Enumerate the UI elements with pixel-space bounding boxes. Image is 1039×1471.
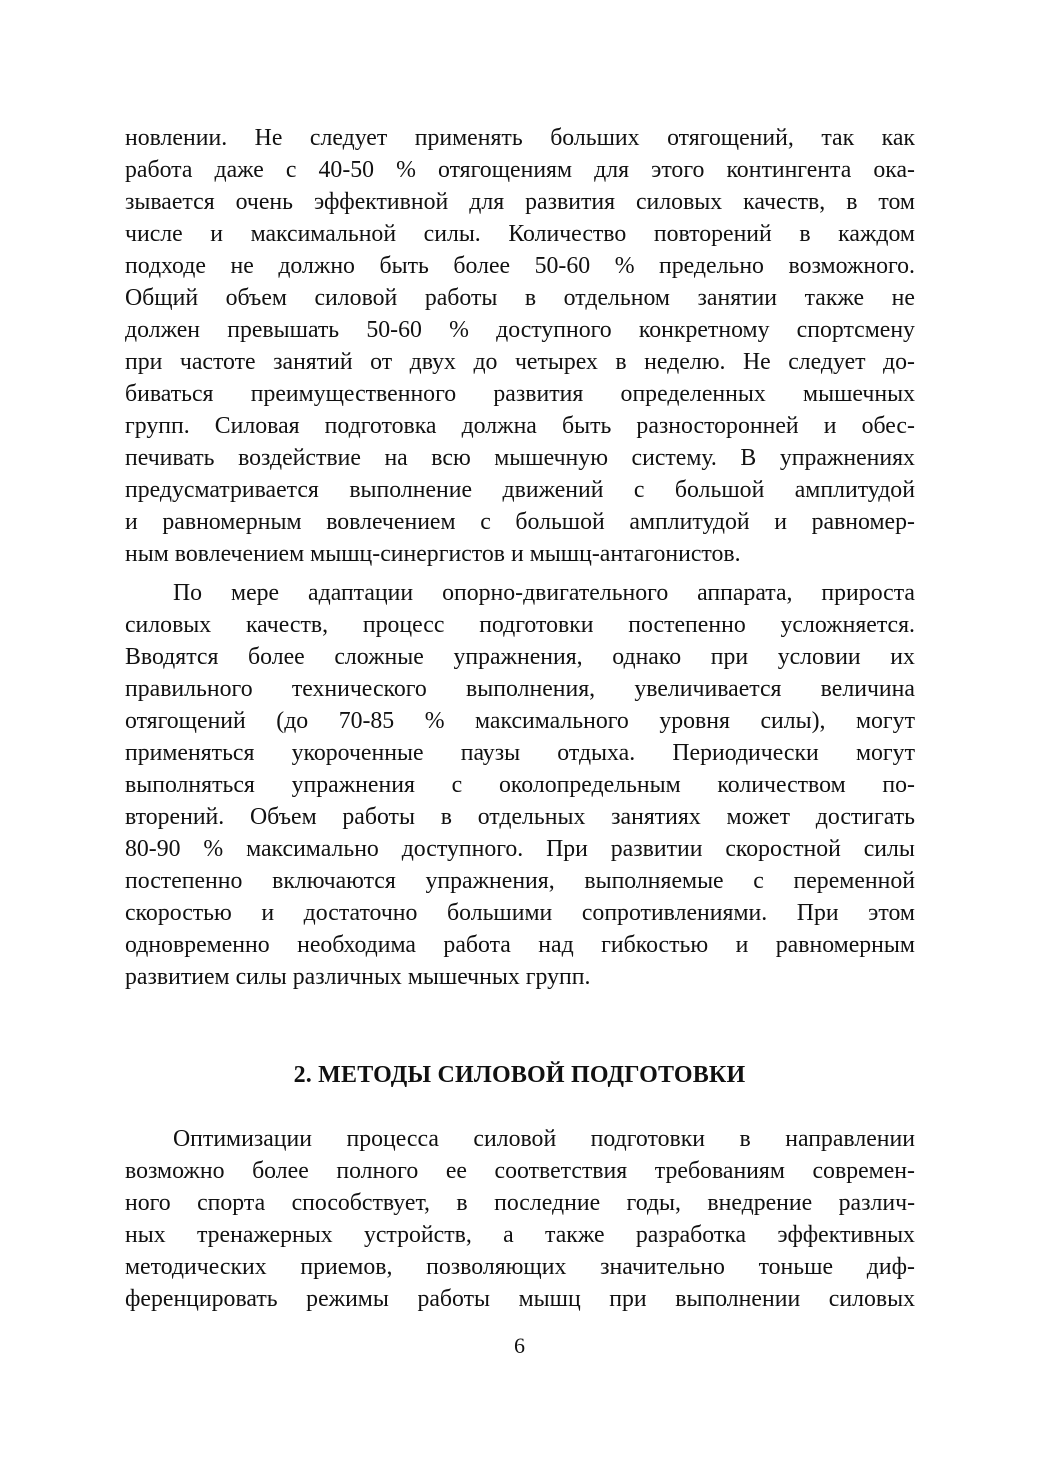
- paragraph-methods: [125, 1123, 915, 1315]
- text-line: возможно более полного ее соответствия требованиям современ-: [125, 1158, 915, 1184]
- text-line: и равномерным вовлечением с большой амплитудой и равномер-: [125, 509, 915, 535]
- text-line: Общий объем силовой работы в отдельном занятии также не: [125, 285, 915, 311]
- text-line: правильного технического выполнения, увеличивается величина: [125, 676, 915, 702]
- text-line: подходе не должно быть более 50-60 % предельно возможного.: [125, 253, 915, 279]
- text-line: отягощений (до 70-85 % максимального уровня силы), могут: [125, 708, 915, 734]
- text-line: ференцировать режимы работы мышц при выполнении силовых: [125, 1286, 915, 1312]
- text-line: ных тренажерных устройств, а также разработка эффективных: [125, 1222, 915, 1248]
- paragraph-adaptation: [125, 577, 915, 993]
- section-heading: 2. МЕТОДЫ СИЛОВОЙ ПОДГОТОВКИ: [293, 1062, 746, 1088]
- text-line: силовых качеств, процесс подготовки постепенно усложняется.: [125, 612, 915, 638]
- text-line: развитием силы различных мышечных групп.: [125, 964, 591, 990]
- text-line: применяться укороченные паузы отдыха. Периодически могут: [125, 740, 915, 766]
- paragraph-continued: [125, 122, 915, 570]
- text-line: зывается очень эффективной для развития силовых качеств, в том: [125, 189, 915, 215]
- text-line: работа даже с 40-50 % отягощениям для этого контингента ока-: [125, 157, 915, 183]
- text-line: постепенно включаются упражнения, выполняемые с переменной: [125, 868, 915, 894]
- text-line: выполняться упражнения с околопредельным количеством по-: [125, 772, 915, 798]
- text-line: ного спорта способствует, в последние годы, внедрение различ-: [125, 1190, 915, 1216]
- text-line: По мере адаптации опорно-двигательного аппарата, прироста: [173, 580, 915, 606]
- text-line: методических приемов, позволяющих значительно тоньше диф-: [125, 1254, 915, 1280]
- text-line: биваться преимущественного развития определенных мышечных: [125, 381, 915, 407]
- page-number: 6: [514, 1333, 525, 1358]
- text-line: должен превышать 50-60 % доступного конкретному спортсмену: [125, 317, 915, 343]
- text-line: новлении. Не следует применять больших отягощений, так как: [125, 125, 915, 151]
- text-line: одновременно необходима работа над гибкостью и равномерным: [125, 932, 915, 958]
- text-line: числе и максимальной силы. Количество повторений в каждом: [125, 221, 915, 247]
- text-line: печивать воздействие на всю мышечную систему. В упражнениях: [125, 445, 915, 471]
- text-line: при частоте занятий от двух до четырех в неделю. Не следует до-: [125, 349, 915, 375]
- text-line: вторений. Объем работы в отдельных занятиях может достигать: [125, 804, 915, 830]
- text-line: предусматривается выполнение движений с большой амплитудой: [125, 477, 915, 503]
- text-line: групп. Силовая подготовка должна быть разносторонней и обес-: [125, 413, 915, 439]
- text-line: скоростью и достаточно большими сопротивлениями. При этом: [125, 900, 915, 926]
- text-line: 80-90 % максимально доступного. При развитии скоростной силы: [125, 836, 915, 862]
- text-line: Вводятся более сложные упражнения, однако при условии их: [125, 644, 915, 670]
- text-line: Оптимизации процесса силовой подготовки в направлении: [173, 1126, 915, 1152]
- text-line: ным вовлечением мышц-синергистов и мышц-антагонистов.: [125, 541, 741, 567]
